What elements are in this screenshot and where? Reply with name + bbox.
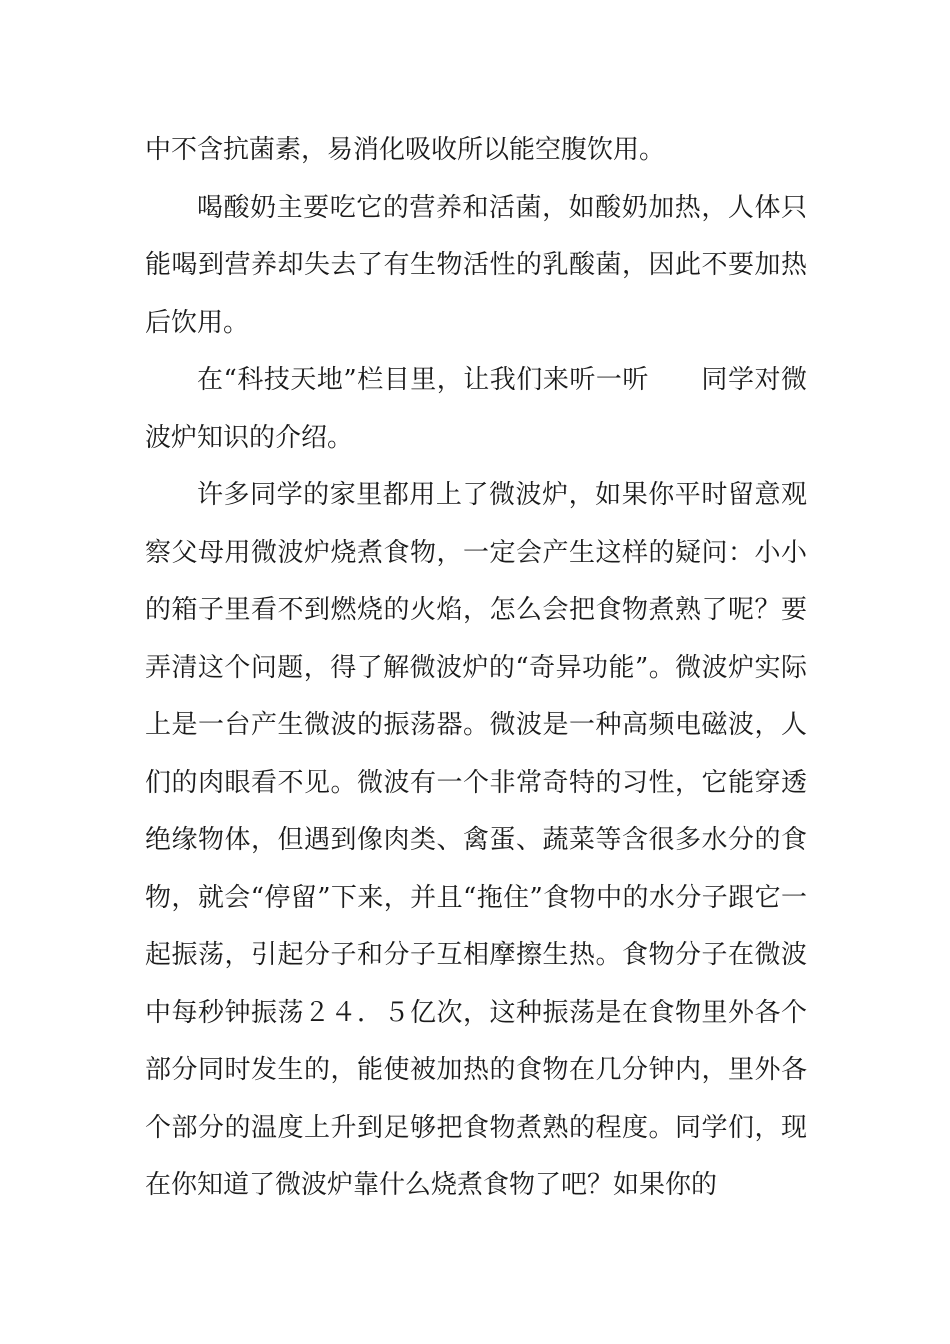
- paragraph-2: 喝酸奶主要吃它的营养和活菌，如酸奶加热，人体只能喝到营养却失去了有生物活性的乳酸菌，因此不要加热后饮用。: [145, 192, 807, 338]
- paragraph-1: 中不含抗菌素，易消化吸收所以能空腹饮用。: [145, 135, 666, 165]
- body-text: [145, 122, 807, 1215]
- paragraph-3-before-blank: 在“科技天地”栏目里，让我们来听一听: [197, 365, 649, 395]
- paragraph-3-after-blank: 同学对微波炉知识的介绍。: [145, 365, 807, 453]
- paragraph-3: [145, 352, 807, 467]
- paragraph-4: 许多同学的家里都用上了微波炉，如果你平时留意观察父母用微波炉烧煮食物，一定会产生这样的疑问：小小的箱子里看不到燃烧的火焰，怎么会把食物煮熟了呢？要弄清这个问题，得了解微波炉的“奇异功能”。微波炉实际上是一台产生微波的振荡器。微波是一种高频电磁波，人们的肉眼看不见。微波有一个非常奇特的习性，它能穿透绝缘物体，但遇到像肉类、禽蛋、蔬菜等含很多水分的食物，就会“停留”下来，并且“拖住”食物中的水分子跟它一起振荡，引起分子和分子互相摩擦生热。食物分子在微波中每秒钟振荡２４．５亿次，这种振荡是在食物里外各个部分同时发生的，能使被加热的食物在几分钟内，里外各个部分的温度上升到足够把食物煮熟的程度。同学们，现在你知道了微波炉靠什么烧煮食物了吧？如果你的: [145, 480, 807, 1200]
